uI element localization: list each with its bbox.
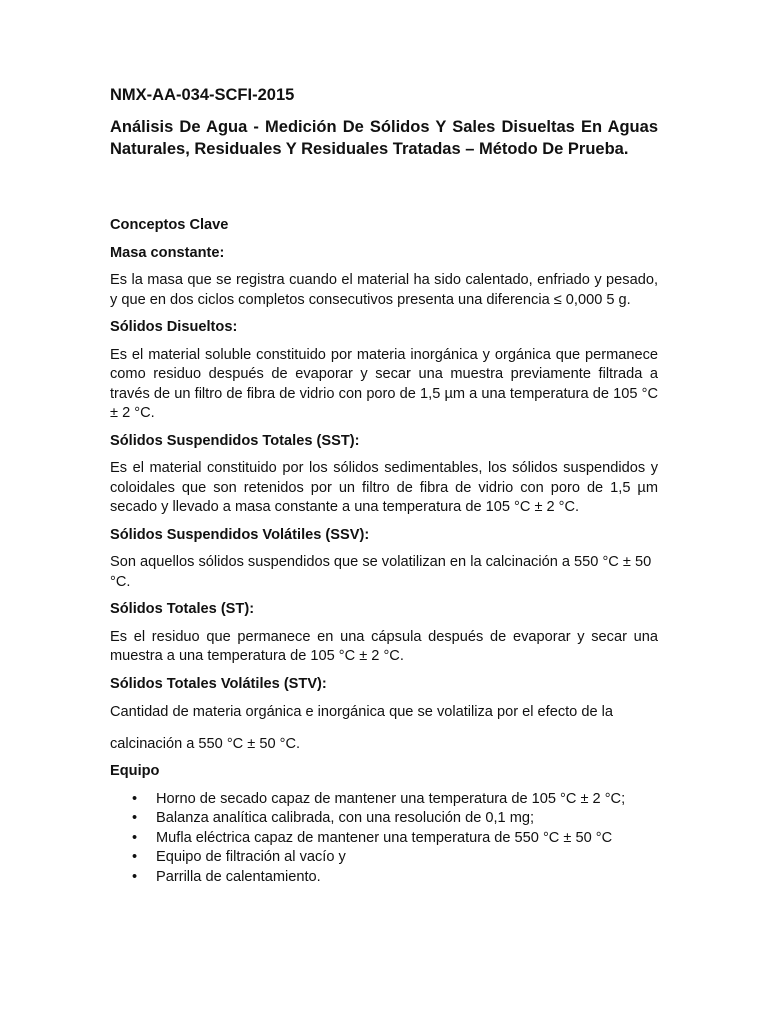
term-heading-ssv: Sólidos Suspendidos Volátiles (SSV): [110, 526, 370, 543]
term-heading-sst: Sólidos Suspendidos Totales (SST): [110, 432, 360, 449]
term-heading-masa-constante: Masa constante: [110, 244, 225, 261]
term-heading-stv: Sólidos Totales Volátiles (STV): [110, 675, 327, 692]
term-definition-ssv: Son aquellos sólidos suspendidos que se volatilizan en la calcinación a 550 °C ± 50 °C. [110, 554, 652, 590]
section-heading-equipo: Equipo [110, 763, 160, 779]
document-title: Análisis De Agua - Medición De Sólidos Y Sales Disueltas En Aguas Naturales, Residuales Y Residuales Tratadas – Método De Prueba. [110, 118, 658, 158]
term-definition-masa-constante: Es la masa que se registra cuando el material ha sido calentado, enfriado y pesado, y que en dos ciclos completos consecutivos presenta una diferencia ≤ 0,000 5 g. [110, 272, 658, 308]
list-item: • Balanza analítica calibrada, con una resolución de 0,1 mg; [110, 809, 658, 829]
list-item: • Parrilla de calentamiento. [110, 868, 658, 888]
list-item: • Equipo de filtración al vacío y [110, 848, 658, 868]
equipment-list [110, 790, 658, 888]
section-heading-conceptos: Conceptos Clave [110, 217, 229, 233]
term-definition-st: Es el residuo que permanece en una cápsula después de evaporar y secar una muestra a una temperatura de 105 °C ± 2 °C. [110, 628, 658, 664]
term-definition-sst: Es el material constituido por los sólidos sedimentables, los sólidos suspendidos y coloidales que son retenidos por un filtro de fibra de vidrio con poro de 1,5 µm secado y llevado a masa constante a una temperatura de 105 °C ± 2 °C. [110, 460, 658, 515]
term-definition-solidos-disueltos: Es el material soluble constituido por materia inorgánica y orgánica que permanece como residuo después de evaporar y secar una muestra previamente filtrada a través de un filtro de fibra de vidrio con poro de 1,5 µm a una temperatura de 105 °C ± 2 °C. [110, 346, 658, 421]
list-item: • Horno de secado capaz de mantener una temperatura de 105 °C ± 2 °C; [110, 790, 658, 810]
document-code: NMX-AA-034-SCFI-2015 [110, 86, 295, 104]
term-definition-stv: Cantidad de materia orgánica e inorgánica que se volatiliza por el efecto de la calcinación a 550 °C ± 50 °C. [110, 704, 613, 752]
list-item: • Mufla eléctrica capaz de mantener una temperatura de 550 °C ± 50 °C [110, 829, 658, 849]
term-heading-solidos-disueltos: Sólidos Disueltos: [110, 319, 238, 335]
document-body [110, 216, 658, 887]
term-heading-st: Sólidos Totales (ST): [110, 601, 255, 617]
